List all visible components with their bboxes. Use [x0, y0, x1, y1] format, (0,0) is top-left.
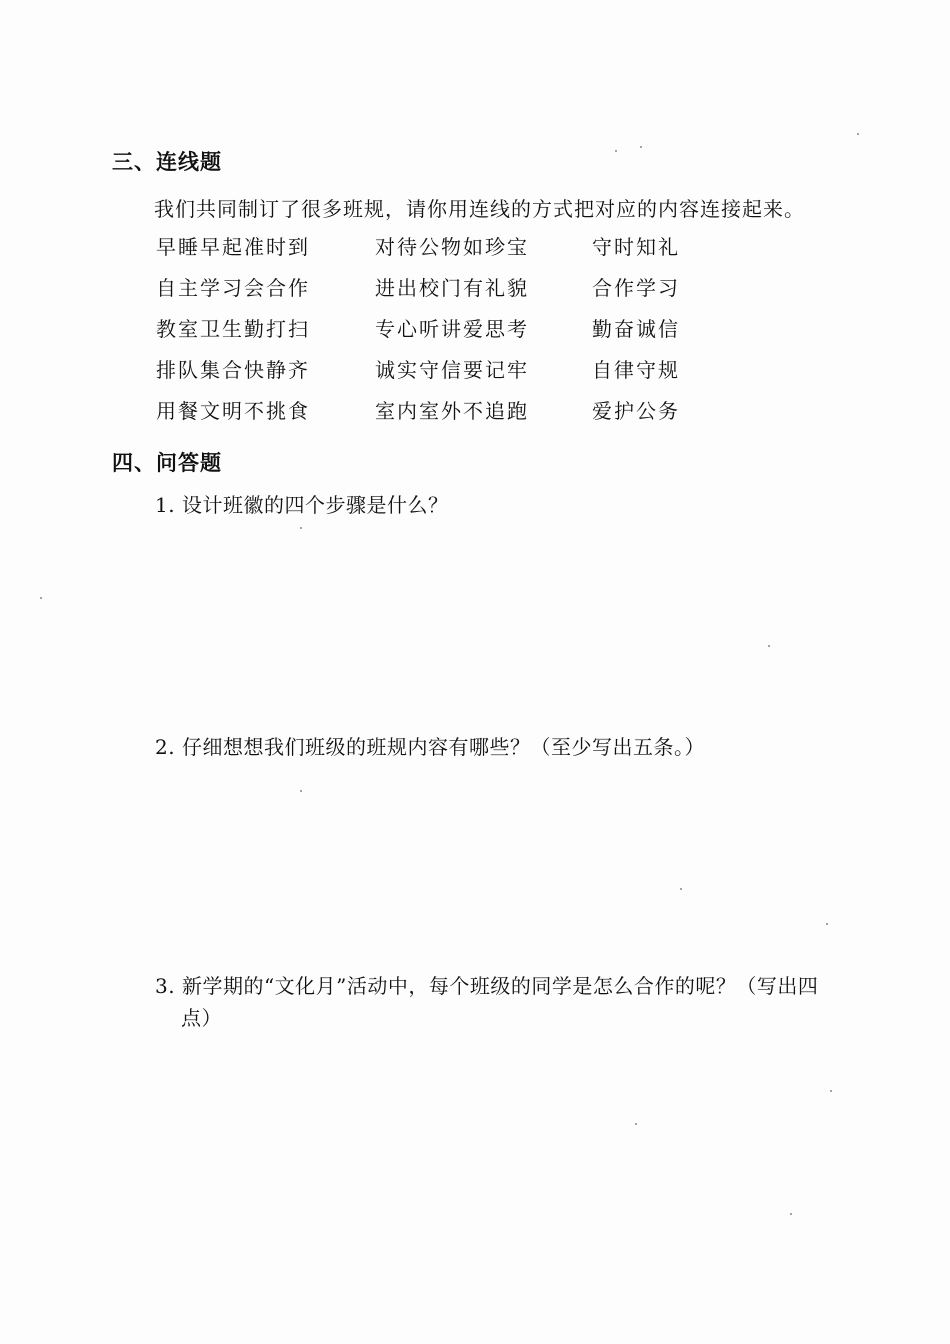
matching-item[interactable]: 对待公物如珍宝	[375, 235, 529, 259]
matching-item[interactable]: 用餐文明不挑食	[156, 399, 310, 423]
section-3-instruction: 我们共同制订了很多班规，请你用连线的方式把对应的内容连接起来。	[154, 197, 805, 221]
matching-right-column	[592, 232, 680, 437]
scan-speck	[300, 527, 302, 529]
scan-speck	[300, 790, 302, 792]
section-4-title: 四、问答题	[112, 451, 222, 475]
matching-item[interactable]: 教室卫生勤打扫	[156, 317, 310, 341]
scan-speck	[790, 1213, 792, 1215]
section-3-title: 三、连线题	[112, 150, 222, 174]
matching-middle-column	[375, 232, 529, 437]
matching-item[interactable]: 室内室外不追跑	[375, 399, 529, 423]
question-3-text: 3. 新学期的“文化月”活动中，每个班级的同学是怎么合作的呢？（写出四	[155, 974, 819, 998]
scan-speck	[640, 146, 642, 148]
matching-item[interactable]: 专心听讲爱思考	[375, 317, 529, 341]
matching-item[interactable]: 诚实守信要记牢	[375, 358, 529, 382]
scan-speck	[635, 1123, 637, 1125]
scan-speck	[615, 150, 617, 152]
matching-item[interactable]: 自律守规	[592, 358, 680, 382]
matching-item[interactable]: 自主学习会合作	[156, 276, 310, 300]
question-2: 2. 仔细想想我们班级的班规内容有哪些？（至少写出五条。）	[155, 735, 705, 759]
matching-item[interactable]: 爱护公务	[592, 399, 680, 423]
scan-speck	[826, 923, 828, 925]
scan-speck	[680, 888, 682, 890]
matching-item[interactable]: 进出校门有礼貌	[375, 276, 529, 300]
matching-item[interactable]: 排队集合快静齐	[156, 358, 310, 382]
matching-left-column	[156, 232, 310, 437]
matching-item[interactable]: 合作学习	[592, 276, 680, 300]
scan-speck	[830, 1090, 832, 1092]
matching-item[interactable]: 守时知礼	[592, 235, 680, 259]
scan-speck	[768, 645, 770, 647]
question-3	[155, 970, 885, 1034]
question-1: 1. 设计班徽的四个步骤是什么？	[155, 493, 449, 517]
question-3-continuation: 点）	[181, 1006, 222, 1030]
scan-speck	[40, 597, 42, 599]
scan-speck	[857, 133, 859, 135]
matching-item[interactable]: 勤奋诚信	[592, 317, 680, 341]
matching-item[interactable]: 早睡早起准时到	[156, 235, 310, 259]
